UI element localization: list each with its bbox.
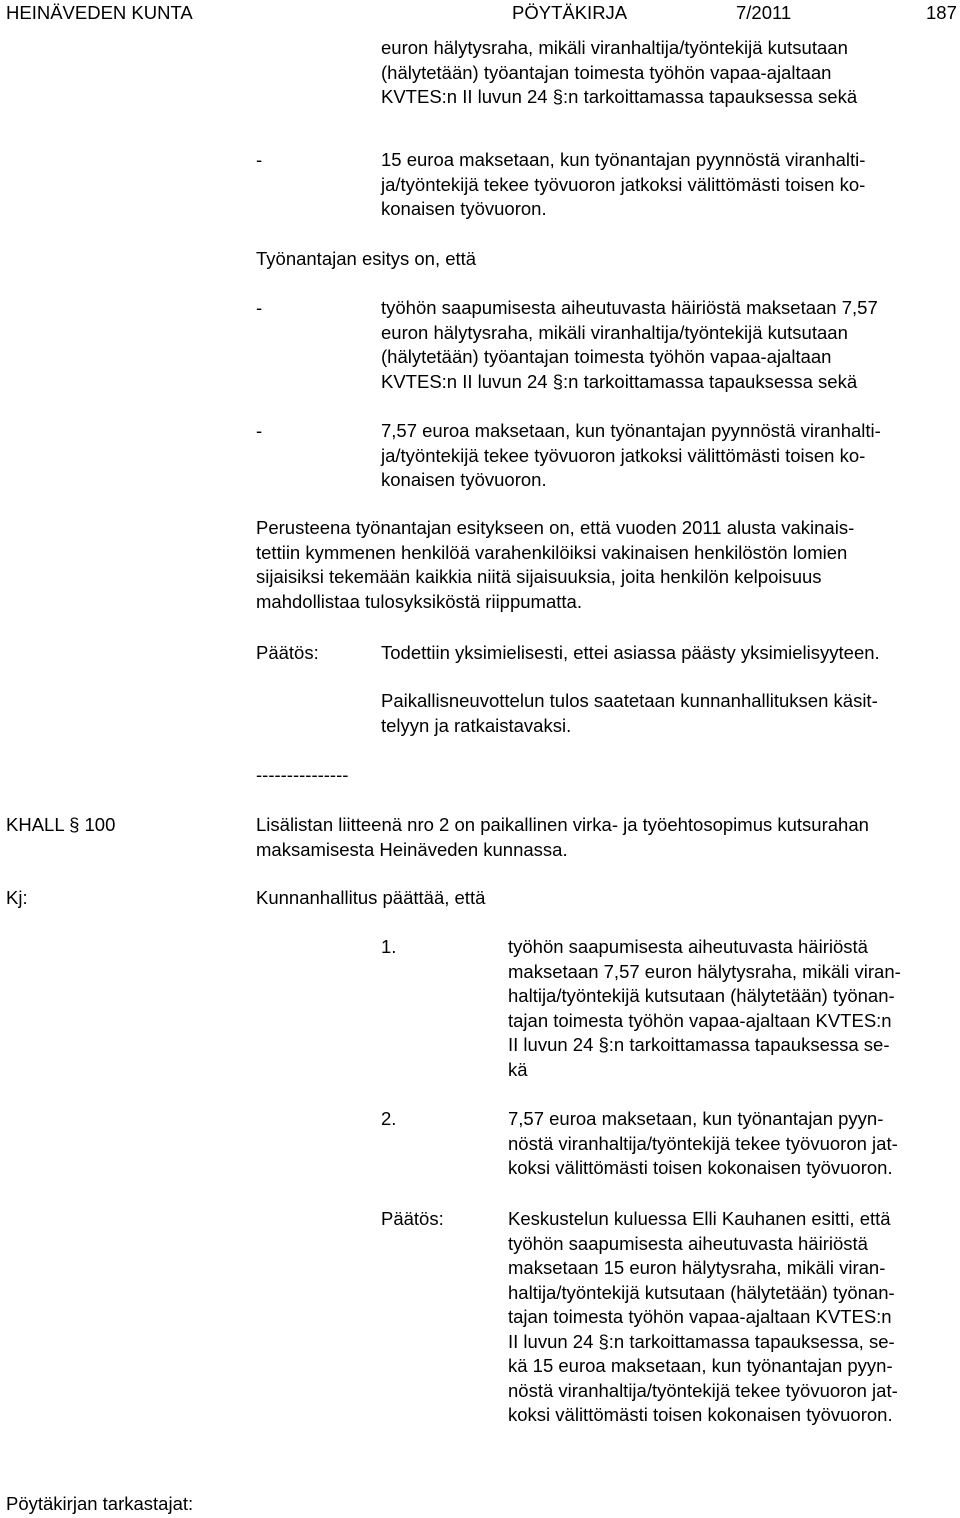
text-line: kä 15 euroa maksetaan, kun työnantajan pyyn- [508, 1355, 893, 1376]
text-line: konaisen työvuoron. [381, 469, 547, 490]
text-line: koksi välittömästi toisen kokonaisen työvuoron. [508, 1157, 893, 1178]
text-line: tettiin kymmenen henkilöä varahenkilöiksi vakinaisen henkilöstön lomien [256, 541, 848, 563]
text-line: Paikallisneuvottelun tulos saatetaan kunnanhallituksen käsit- [381, 690, 878, 711]
khall-reference: KHALL § 100 [6, 814, 116, 835]
document-type: PÖYTÄKIRJA [512, 2, 628, 23]
proposal-intro: Kunnanhallitus päättää, että [256, 887, 486, 908]
section-separator: --------------- [256, 764, 349, 785]
list-item-text [381, 148, 865, 222]
text-line: mahdollistaa tulosyksiköstä riippumatta. [256, 590, 582, 612]
text-line: työhön saapumisesta aiheutuvasta häiriöstä [508, 936, 868, 957]
text-line: (hälytetään) työantajan toimesta työhön vapaa-ajaltaan [381, 346, 832, 367]
decision-label: Päätös: [256, 642, 319, 663]
text-line: ja/työntekijä tekee työvuoron jatkoksi välittömästi toisen ko- [381, 173, 866, 195]
text-line: maksetaan 15 euron hälytysraha, mikäli viran- [508, 1257, 886, 1278]
continued-paragraph [381, 36, 857, 110]
text-line: haltija/työntekijä kutsutaan (hälytetään) työnan- [508, 985, 895, 1006]
text-line: euron hälytysraha, mikäli viranhaltija/työntekijä kutsutaan [381, 37, 848, 58]
text-line: KVTES:n II luvun 24 §:n tarkoittamassa tapauksessa sekä [381, 86, 858, 107]
text-line: sijaisiksi tekemään kaikkia niitä sijaisuuksia, joita henkilön kelpoisuus [256, 566, 822, 587]
issue-number: 7/2011 [736, 2, 792, 23]
text-line: 7,57 euroa maksetaan, kun työnantajan pyyn- [508, 1108, 884, 1129]
reviewers-label: Pöytäkirjan tarkastajat: [6, 1493, 194, 1514]
list-item-text [381, 419, 881, 493]
text-line: työhön saapumisesta aiheutuvasta häiriöstä maksetaan 7,57 [381, 297, 878, 318]
text-line: (hälytetään) työantajan toimesta työhön vapaa-ajaltaan [381, 61, 832, 83]
list-dash: - [256, 420, 263, 441]
text-line: KVTES:n II luvun 24 §:n tarkoittamassa tapauksessa sekä [381, 370, 858, 392]
decision-followup [381, 689, 878, 738]
list-dash: - [256, 297, 263, 318]
text-line: maksetaan 7,57 euron hälytysraha, mikäli viran- [508, 960, 901, 982]
municipality-name: HEINÄVEDEN KUNTA [6, 2, 193, 23]
text-line: maksamisesta Heinäveden kunnassa. [256, 838, 568, 860]
list-item-text [381, 296, 878, 394]
list-dash: - [256, 149, 263, 170]
text-line: nöstä viranhaltija/työntekijä tekee työvuoron jat- [508, 1379, 898, 1401]
decision-text: Todettiin yksimielisesti, ettei asiassa päästy yksimielisyyteen. [381, 642, 880, 663]
employer-proposal-intro: Työnantajan esitys on, että [256, 248, 477, 269]
decision-text [508, 1207, 898, 1428]
text-line: euron hälytysraha, mikäli viranhaltija/työntekijä kutsutaan [381, 321, 848, 343]
text-line: haltija/työntekijä kutsutaan (hälytetään) työnan- [508, 1281, 895, 1303]
decision-label: Päätös: [381, 1208, 444, 1229]
text-line: Lisälistan liitteenä nro 2 on paikallinen virka- ja työehtosopimus kutsurahan [256, 814, 869, 835]
text-line: Perusteena työnantajan esitykseen on, että vuoden 2011 alusta vakinais- [256, 517, 855, 538]
text-line: koksi välittömästi toisen kokonaisen työvuoron. [508, 1404, 893, 1425]
text-line: Keskustelun kuluessa Elli Kauhanen esitti, että [508, 1208, 891, 1229]
text-line: tajan toimesta työhön vapaa-ajaltaan KVTES:n [508, 1009, 892, 1031]
text-line: kä [508, 1058, 528, 1080]
text-line: työhön saapumisesta aiheutuvasta häiriöstä [508, 1232, 868, 1254]
text-line: ja/työntekijä tekee työvuoron jatkoksi välittömästi toisen ko- [381, 444, 866, 466]
text-line: II luvun 24 §:n tarkoittamassa tapauksessa, se- [508, 1330, 895, 1352]
text-line: konaisen työvuoron. [381, 198, 547, 219]
item-number: 1. [381, 936, 397, 957]
attachment-paragraph [256, 813, 869, 862]
text-line: telyyn ja ratkaistavaksi. [381, 714, 572, 736]
item-number: 2. [381, 1108, 397, 1129]
rationale-paragraph [256, 516, 854, 614]
text-line: tajan toimesta työhön vapaa-ajaltaan KVTES:n [508, 1306, 892, 1327]
page-number: 187 [926, 2, 957, 23]
text-line: II luvun 24 §:n tarkoittamassa tapauksessa se- [508, 1034, 890, 1055]
text-line: nöstä viranhaltija/työntekijä tekee työvuoron jat- [508, 1132, 898, 1154]
text-line: 7,57 euroa maksetaan, kun työnantajan pyynnöstä viranhalti- [381, 420, 881, 441]
kj-label: Kj: [6, 887, 28, 908]
numbered-item-text [508, 1107, 898, 1181]
numbered-item-text [508, 935, 901, 1082]
text-line: 15 euroa maksetaan, kun työnantajan pyynnöstä viranhalti- [381, 149, 866, 170]
